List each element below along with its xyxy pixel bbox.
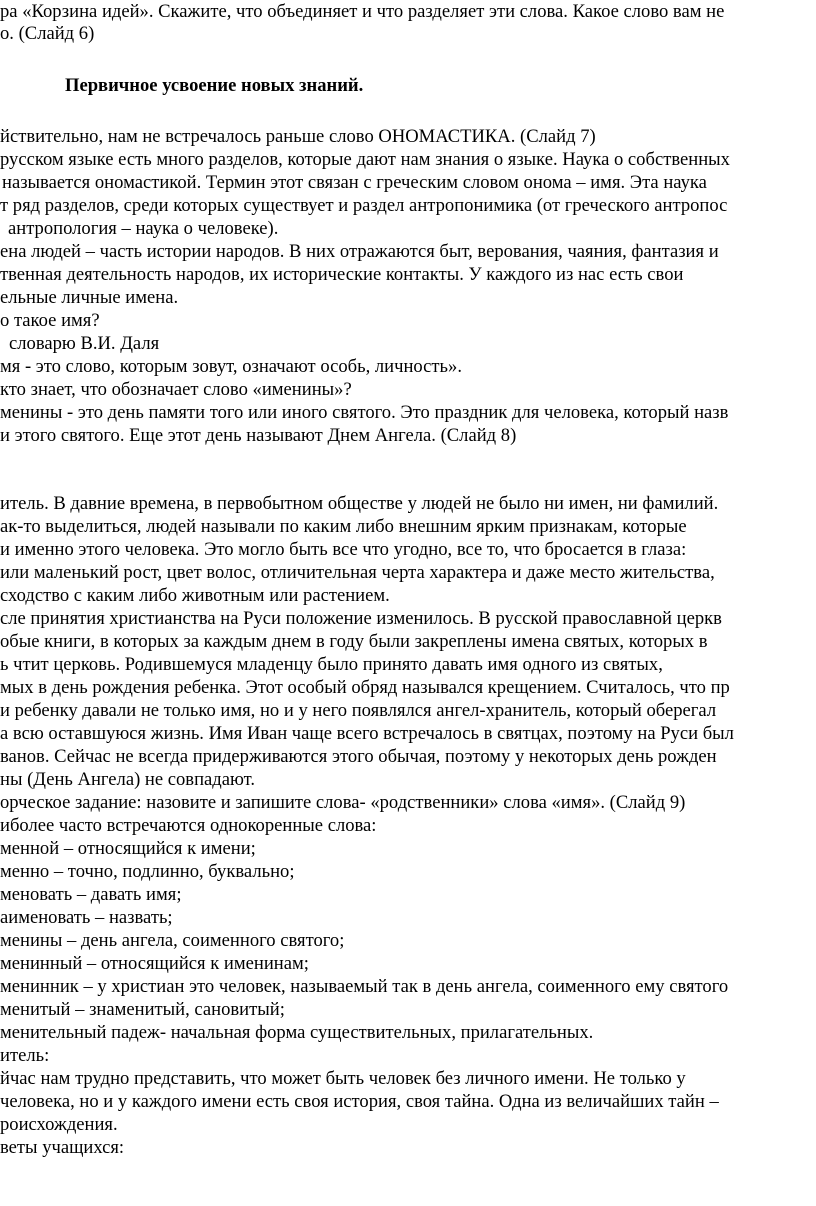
text-line: орческое задание: назовите и запишите слова- «родственники» слова «имя». (Слайд 9) <box>0 792 686 813</box>
text-line: т ряд разделов, среди которых существует и раздел антропонимика (от греческого антропос <box>0 195 728 216</box>
text-line: ь чтит церковь. Родившемуся младенцу было принято давать имя одного из святых, <box>0 654 663 675</box>
text-line: иболее часто встречаются однокоренные слова: <box>0 815 377 836</box>
text-line: йчас нам трудно представить, что может быть человек без личного имени. Не только у <box>0 1068 686 1089</box>
text-line: русском языке есть много разделов, которые дают нам знания о языке. Наука о собственных <box>0 149 730 170</box>
list-item: аименовать – назвать; <box>0 907 173 928</box>
text-line: мя - это слово, которым зовут, означают особь, личность». <box>0 356 462 377</box>
text-line: ванов. Сейчас не всегда придерживаются этого обычая, поэтому у некоторых день рожден <box>0 746 717 767</box>
list-item: менительный падеж- начальная форма существительных, прилагательных. <box>0 1022 594 1043</box>
list-item: менинный – относящийся к именинам; <box>0 953 309 974</box>
text-line: итель: <box>0 1045 50 1066</box>
text-line: о. (Слайд 6) <box>0 23 95 44</box>
text-line: человека, но и у каждого имени есть своя история, своя тайна. Одна из величайших тайн – <box>0 1091 719 1112</box>
list-item: менно – точно, подлинно, буквально; <box>0 861 295 882</box>
text-line: называется ономастикой. Термин этот связан с греческим словом онома – имя. Эта наука <box>2 172 707 193</box>
text-line: ак-то выделиться, людей называли по каким либо внешним ярким признакам, которые <box>0 516 687 537</box>
text-line: словарю В.И. Даля <box>9 333 160 354</box>
list-item: менной – относящийся к имени; <box>0 838 256 859</box>
text-line: о такое имя? <box>0 310 100 331</box>
text-line: твенная деятельность народов, их исторические контакты. У каждого из нас есть свои <box>0 264 684 285</box>
text-line: йствительно, нам не встречалось раньше слово ОНОМАСТИКА. (Слайд 7) <box>0 126 596 147</box>
list-item: менинник – у христиан это человек, называемый так в день ангела, соименного ему святого <box>0 976 729 997</box>
text-line: ельные личные имена. <box>0 287 179 308</box>
text-line: антропология – наука о человеке). <box>8 218 279 239</box>
text-line: роисхождения. <box>0 1114 118 1135</box>
text-line: ра «Корзина идей». Скажите, что объединяет и что разделяет эти слова. Какое слово вам не <box>0 1 725 22</box>
text-line: кто знает, что обозначает слово «именины»? <box>0 379 352 400</box>
text-line: итель. В давние времена, в первобытном обществе у людей не было ни имен, ни фамилий. <box>0 493 719 514</box>
text-line: и этого святого. Еще этот день называют Днем Ангела. (Слайд 8) <box>0 425 517 446</box>
text-line: а всю оставшуюся жизнь. Имя Иван чаще всего встречалось в святцах, поэтому на Руси был <box>0 723 734 744</box>
text-line: ны (День Ангела) не совпадают. <box>0 769 256 790</box>
text-line: менины - это день памяти того или иного святого. Это праздник для человека, который назв <box>0 402 729 423</box>
text-line: веты учащихся: <box>0 1137 125 1158</box>
list-item: менитый – знаменитый, сановитый; <box>0 999 285 1020</box>
text-line: сле принятия христианства на Руси положение изменилось. В русской православной церкв <box>0 608 722 629</box>
text-line: или маленький рост, цвет волос, отличительная черта характера и даже место жительства, <box>0 562 715 583</box>
list-item: менины – день ангела, соименного святого; <box>0 930 345 951</box>
section-heading: Первичное усвоение новых знаний. <box>65 75 364 96</box>
text-line: ена людей – часть истории народов. В них отражаются быт, верования, чаяния, фантазия и <box>0 241 719 262</box>
text-line: обые книги, в которых за каждым днем в году были закреплены имена святых, которых в <box>0 631 708 652</box>
text-line: сходство с каким либо животным или растением. <box>0 585 390 606</box>
text-line: и именно этого человека. Это могло быть все что угодно, все то, что бросается в глаза: <box>0 539 687 560</box>
text-line: и ребенку давали не только имя, но и у него появлялся ангел-хранитель, который оберегал <box>0 700 717 721</box>
list-item: меновать – давать имя; <box>0 884 182 905</box>
text-line: мых в день рождения ребенка. Этот особый обряд назывался крещением. Считалось, что пр <box>0 677 730 698</box>
